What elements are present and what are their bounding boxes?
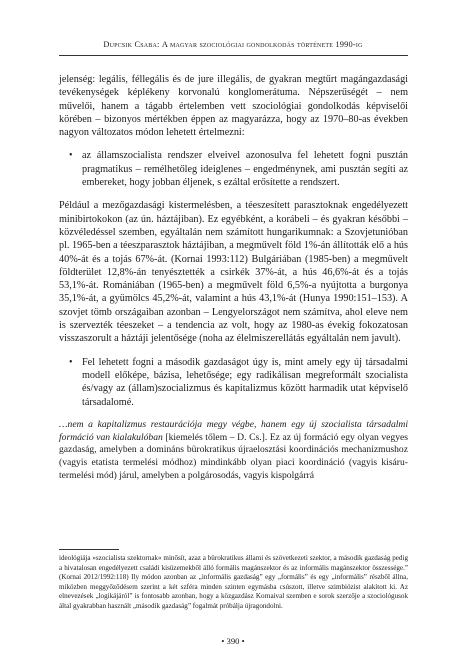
bullet-icon: • bbox=[69, 356, 73, 368]
bullet-text-1: az államszocialista rendszer elveivel azonosulva fel lehetett fogni pusztán pragmatikus – remélhetőleg ideiglenes – engedménynek, ami pusztán segíti az embereket, hogy jobban éljenek, s ezáltal erősítette a rendszert. bbox=[82, 150, 408, 189]
header-author: Dupcsik Csaba bbox=[103, 40, 158, 49]
running-header: Dupcsik Csaba: A magyar szociológiai gondolkodás története 1990-ig bbox=[103, 40, 363, 49]
footnote bbox=[59, 554, 408, 612]
bullet-text-2: Fel lehetett fogni a második gazdaságot úgy is, mint amely egy új társadalmi modell előképe, bázisa, lehetősége; egy radikálisan megreformált szocialista és/vagy az (állam)szocializmus és kapitalizmus között harmadik utat képviselő társadalomé. bbox=[82, 356, 408, 408]
block-quote bbox=[59, 419, 408, 483]
bullet-icon: • bbox=[69, 150, 73, 162]
paragraph-1: jelenség: legális, féllegális és de jure illegális, de gyakran megtűrt magángazdasági tevékenységek képlékeny korvonalú konglomerátuma. Népszerűségét – nem művelői, hanem a tágabb értelemben vett szociológiai gondolkodás képviselői körében – bizonyos mértékben éppen az magyarázza, hogy az 1970–80-as években nagyon változatos módon lehetett értelmezni: bbox=[59, 74, 408, 139]
bullet-item-1 bbox=[59, 149, 408, 189]
page-number: • 390 • bbox=[221, 636, 245, 646]
bullet-list-2 bbox=[59, 356, 408, 409]
header-title: A magyar szociológiai gondolkodás története 1990-ig bbox=[161, 40, 363, 49]
footnote-text: ideológiája »szocialista szektornak« minősít, azaz a bürokratikus állami és szövetkezeti szektor, a második gazdaság pedig a hivatalosan engedélyezett családi kisüzemekből álló formális magánszektor és az informális magánszektor összessége.” (Kornai 2012/1992:118) Ily módon azonban az „informális gazdaság” egy „formális” és egy „informális” részből állna, miközben meggyőződésem szerint a két szféra minden szinten egymásba csúszott, illetve szimbiózist alakított ki. Az elnevezések „logikájáról” is fontosabb azonban, hogy a közgazdász Kornaival szemben e sorok szerzője a szociológusok által gyakrabban használt „második gazdaság” fogalmát próbálja újragondolni. bbox=[59, 554, 408, 610]
bullet-item-2 bbox=[59, 356, 408, 409]
paragraph-2: Például a mezőgazdasági kistermelésben, a téeszesített parasztoknak engedélyezett minibirtokokon (az ún. háztájiban). Ez egyébként, a korábeli – és gyakran későbbi – közvéledéssel szemben, egyáltalán nem számított hungarikumnak: a Szovjetunióban pl. 1965-ben a téeszparasztok háztájiban, a megművelt föld 1%-án állították elő a hús 40%-át és a tojás 67%-át. (Kornai 1993:112) Bulgáriában (1985-ben) a megművelt földterület 12,8%-án tenyésztették a csirkék 37%-át, a hús 46,6%-át és a tojás 53,1%-át. Romániában (1965-ben) a megművelt föld 6,5%-a nyújtotta a burgonya 35,1%-át, a gyümölcs 45,2%-át, valamint a hús 43,1%-át (Hunya 1990:151–153). A szovjet tömb országaiban azonban – Lengyelországot nem számítva, ahol eleve nem is szervezték téeszeket – a tendencia az volt, hogy az 1980-as évekig fokozatosan visszaszorult a háztáji jelentősége (noha az élelmiszerellátás egyáltalán nem javult). bbox=[59, 200, 408, 345]
footnote-rule bbox=[59, 549, 119, 550]
header-rule bbox=[59, 55, 408, 56]
bullet-list-1 bbox=[59, 149, 408, 189]
quote-italic: …nem a kapitalizmus restaurációja megy végbe, hanem egy új szocialista társadalmi formáció van kialakulóban bbox=[59, 418, 408, 443]
quote-rest: [kiemelés tőlem – D. Cs.]. Ez az új formáció egy olyan vegyes gazdaság, amelyben a domináns bürokratikus újraelosztási koordinációs mechanizmushoz (vagyis etatista termelési módhoz) mindinkább olyan piaci koordináció (vagyis kisáru-termelési mód) járul, amelyben a polgárosodás, vagyis kispolgárrá bbox=[59, 431, 408, 482]
body-text bbox=[59, 73, 408, 483]
